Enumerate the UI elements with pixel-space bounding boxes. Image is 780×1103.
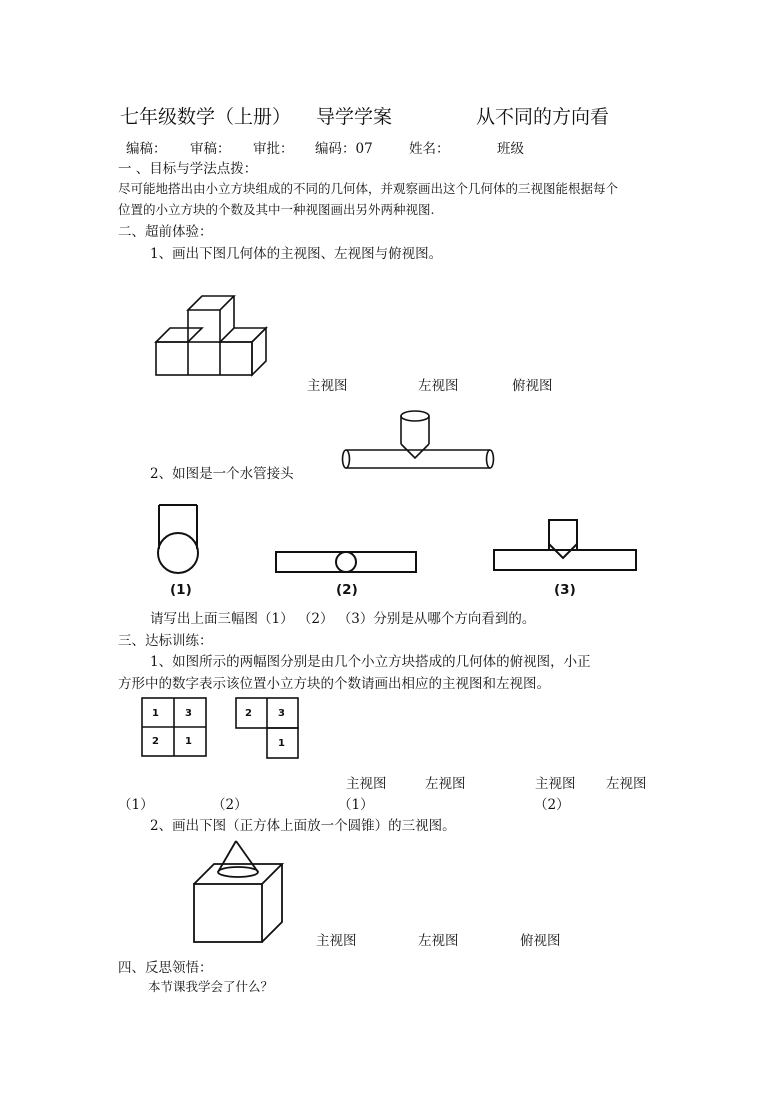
editor-field: 编稿：	[126, 141, 167, 157]
section3-q2: 2、画出下图（正方体上面放一个圆锥）的三视图。	[150, 818, 456, 834]
section2-q1: 1、画出下图几何体的主视图、左视图与俯视图。	[150, 246, 443, 262]
reviewer-field: 审稿：	[190, 141, 231, 157]
section3-heading: 三、达标训练：	[118, 633, 213, 649]
pipe-joint-figure	[340, 406, 500, 478]
grid-fig-label-1: （1）	[118, 797, 154, 813]
q2-label-front: 主视图	[316, 933, 357, 949]
section4-text: 本节课我学会了什么？	[148, 979, 274, 994]
section1-text-1: 尽可能地搭出由小立方块组成的不同的几何体，并观察画出这个几何体的三视图能根据每个	[118, 181, 619, 196]
view-label-left-2: 左视图	[606, 776, 647, 792]
section3-q1-line2: 方形中的数字表示该位置小立方块的个数请画出相应的主视图和左视图。	[118, 676, 550, 692]
section1-text-2: 位置的小立方块的个数及其中一种视图画出另外两种视图.	[118, 202, 435, 217]
top-view-grid-2	[234, 696, 304, 762]
section2-q2-ask: 请写出上面三幅图（1） （2） （3）分别是从哪个方向看到的。	[150, 611, 536, 627]
section3-q1-line1: 1、如图所示的两幅图分别是由几个小立方块搭成的几何体的俯视图，小正	[150, 654, 591, 670]
cube-stack-figure	[150, 292, 280, 382]
approver-field: 审批：	[253, 141, 294, 157]
view-label-front-2: 主视图	[535, 776, 576, 792]
class-field: 班级	[497, 141, 524, 157]
section2-q2: 2、如图是一个水管接头	[150, 466, 294, 482]
grid1-cell: 1	[185, 736, 192, 747]
section2-heading: 二、超前体验：	[118, 224, 213, 240]
pipe-view-3	[490, 516, 640, 576]
q2-label-top: 俯视图	[520, 933, 561, 949]
name-field: 姓名：	[409, 141, 450, 157]
pipe-fig-label-2: (2)	[336, 582, 358, 598]
code-field: 编码：07	[315, 141, 373, 157]
section1-heading: 一 、目标与学法点拨：	[118, 161, 258, 177]
cube-cone-figure	[190, 838, 300, 948]
q2-label-left: 左视图	[418, 933, 459, 949]
grid1-cell: 1	[152, 708, 159, 719]
grid1-cell: 3	[185, 708, 192, 719]
top-view-grid-1	[140, 696, 210, 760]
grid-fig-label-2: （2）	[212, 797, 248, 813]
pipe-view-2	[272, 547, 422, 577]
page-title: 七年级数学（上册）	[120, 106, 292, 128]
answer-label-2: （2）	[534, 797, 570, 813]
view-label-front-1: 主视图	[346, 776, 387, 792]
q1-label-left: 左视图	[418, 378, 459, 394]
lesson-title: 从不同的方向看	[476, 106, 610, 128]
grid1-cell: 2	[152, 736, 159, 747]
answer-label-1: （1）	[338, 797, 374, 813]
q1-label-front: 主视图	[307, 378, 348, 394]
pipe-fig-label-1: (1)	[170, 582, 192, 598]
section4-heading: 四、反思领悟：	[118, 960, 213, 976]
page-subtitle: 导学学案	[316, 106, 393, 128]
grid2-cell: 3	[278, 708, 285, 719]
view-label-left-1: 左视图	[425, 776, 466, 792]
pipe-fig-label-3: (3)	[554, 582, 576, 598]
pipe-view-1	[152, 503, 212, 573]
q1-label-top: 俯视图	[512, 378, 553, 394]
grid2-cell: 2	[245, 708, 252, 719]
grid2-cell: 1	[278, 738, 285, 749]
